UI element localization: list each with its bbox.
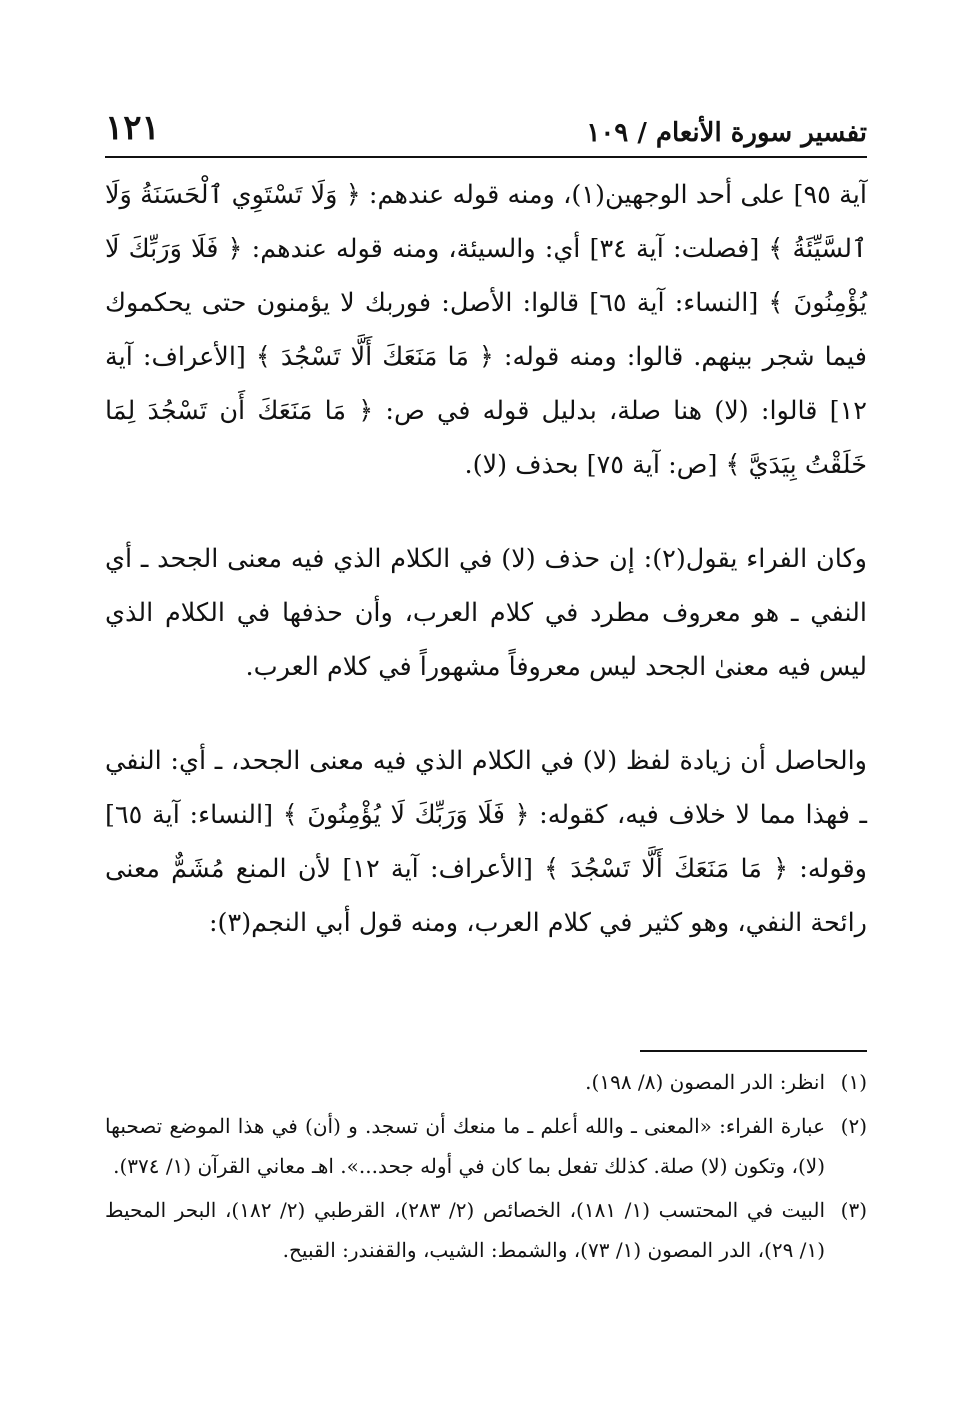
footnote-separator (640, 1050, 867, 1052)
footnote-number: (٢) (840, 1114, 867, 1138)
running-title: تفسير سورة الأنعام / ١٠٩ (586, 118, 867, 148)
footnote-number: (٣) (840, 1198, 867, 1222)
footnote-number: (١) (840, 1070, 867, 1094)
page-header (105, 108, 867, 148)
page-number: ١٢١ (105, 108, 160, 148)
paragraph-1: آية ٩٥] على أحد الوجهين(١)، ومنه قوله عندهم: ﴿ وَلَا تَسْتَوِي ٱلْحَسَنَةُ وَلَا ٱلسَّيِّئَةُ ﴾ [فصلت: آية ٣٤] أي: والسيئة، ومنه قوله عندهم: ﴿ فَلَا وَرَبِّكَ لَا يُؤْمِنُونَ ﴾ [النساء: آية ٦٥] قالوا: الأصل: فوربك لا يؤمنون حتى يحكموك فيما شجر بينهم. قالوا: ومنه قوله: ﴿ مَا مَنَعَكَ أَلَّا تَسْجُدَ ﴾ [الأعراف: آية ١٢] قالوا: (لا) هنا صلة، بدليل قوله في ص: ﴿ مَا مَنَعَكَ أَن تَسْجُدَ لِمَا خَلَقْتُ بِيَدَيَّ ﴾ [ص: آية ٧٥] بحذف (لا). (105, 180, 868, 480)
footnote-text: البيت في المحتسب (١/ ١٨١)، الخصائص (٢/ ٢٨٣)، القرطبي (٢/ ١٨٢)، البحر المحيط (١/ ٢٩)، الدر المصون (١/ ٧٣)، والشمط: الشيب، والقفندر: القبيح. (105, 1198, 825, 1262)
main-text (105, 168, 867, 950)
paragraph-3: والحاصل أن زيادة لفظ (لا) في الكلام الذي فيه معنى الجحد، ـ أي: النفي ـ فهذا مما لا خلاف فيه، كقوله: ﴿ فَلَا وَرَبِّكَ لَا يُؤْمِنُونَ ﴾ [النساء: آية ٦٥] وقوله: ﴿ مَا مَنَعَكَ أَلَّا تَسْجُدَ ﴾ [الأعراف: آية ١٢] لأن المنع مُشَمٌّ معنى رائحة النفي، وهو كثير في كلام العرب، ومنه قول أبي النجم(٣): (105, 746, 867, 938)
header-rule (105, 156, 867, 158)
paragraph-2: وكان الفراء يقول(٢): إن حذف (لا) في الكلام الذي فيه معنى الجحد ـ أي النفي ـ هو معروف مطرد في كلام العرب، وأن حذفها في الكلام الذي ليس فيه معنىٰ الجحد ليس معروفاً مشهوراً في كلام العرب. (105, 544, 867, 682)
footnote-1 (105, 1062, 867, 1102)
footnotes (105, 1062, 867, 1274)
footnote-3 (105, 1190, 867, 1270)
footnote-text: انظر: الدر المصون (٨/ ١٩٨). (585, 1070, 825, 1094)
footnote-2 (105, 1106, 867, 1186)
footnote-text: عبارة الفراء: «المعنى ـ والله أعلم ـ ما منعك أن تسجد. و (أن) في هذا الموضع تصحبها (لا)، وتكون (لا) صلة. كذلك تفعل بما كان في أوله جحد...». اهـ معاني القرآن (١/ ٣٧٤). (105, 1114, 825, 1178)
